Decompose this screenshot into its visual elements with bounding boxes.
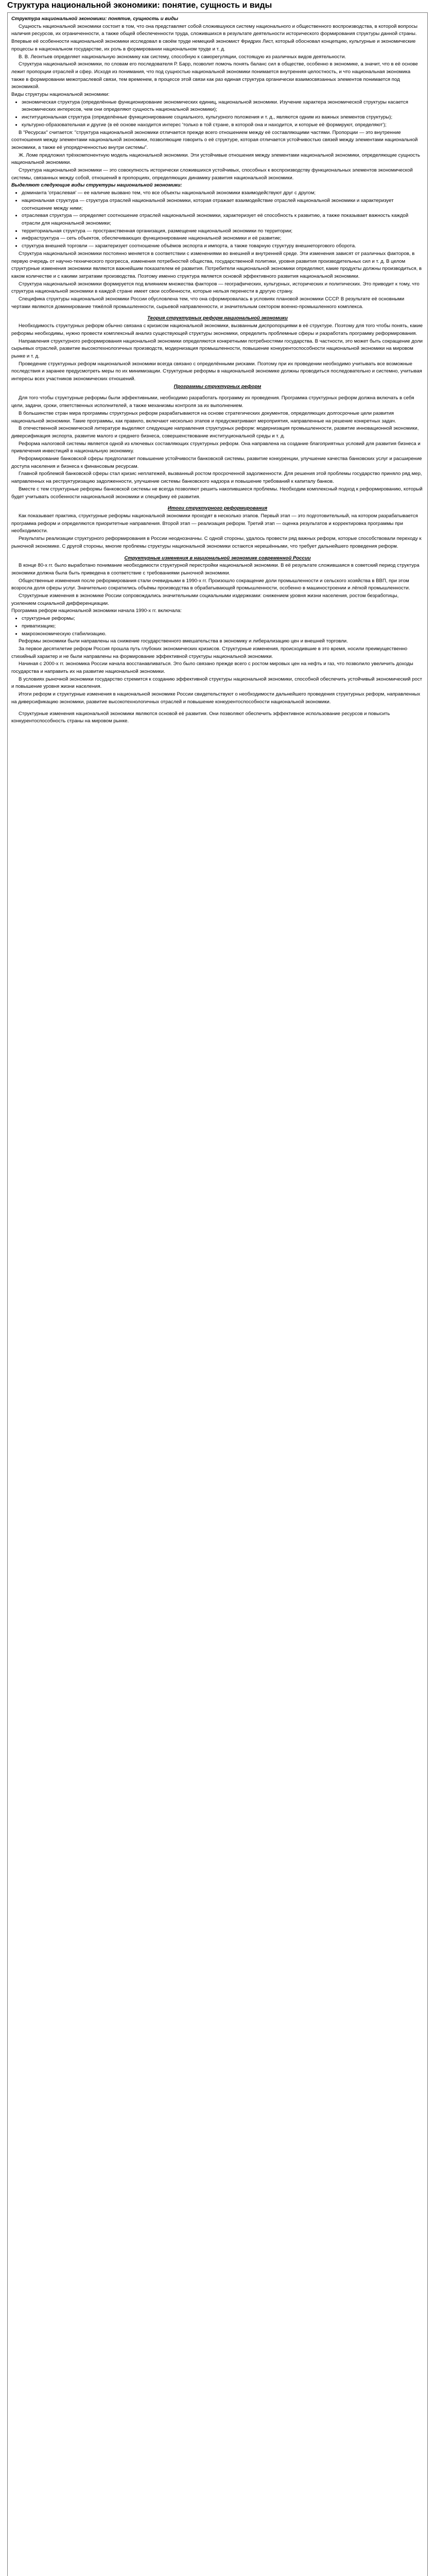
paragraph: Программа реформ национальной экономики начала 1990-х гг. включала: [11,608,182,614]
paragraph: Структура национальной экономики — это совокупность исторически сложившихся устойчивых, способных к воспроизводству функциональных элементов экономической системы, связанных между собой, отношений в пропорциях, определяющих динамику развития национальной экономики. [11,167,413,181]
paragraph: Как показывает практика, структурные реформы национальной экономики проходят в несколько этапов. Первый этап — это подготовительный, на котором разрабатывается программа реформ и определяются приоритетные направления. Второй этап — реализация реформ. Третий этап — оценка результатов и корректировка программы при необходимости. [11,513,418,534]
paragraph: В условиях рыночной экономики государство стремится к созданию эффективной структуры национальной экономики, способной обеспечить устойчивый экономический рост и повышение уровня жизни населения. [11,676,423,690]
list-item: • территориальная структура — пространственная организация, размещение национальной экономики по территории; [22,228,424,235]
paragraph: Структура национальной экономики формируется под влиянием множества факторов — географических, культурных, исторических и политических. Это приводит к тому, что структура национальной экономики в каждой стране имеет свои особенности, которые нельзя перенести в другую страну. [11,281,420,295]
list-item: • экономическая структура (определённые функционирование экономических единиц, национальной экономики. Изучение характера экономической структуры касается экономических интересов, чем они определяют сущность национальной экономики); [22,99,424,114]
paragraph: Общественные изменения после реформирования стали очевидными в 1990-х гг. Произошло сокращение доли промышленности и сельского хозяйства в ВВП, при этом возросла доля сферы услуг. Значительно сократились объёмы производства в обрабатывающей промышленности, особенно в машиностроении и лёгкой промышленности. [11,578,410,591]
subheading: Выделяют следующие виды структуры национальной экономики: [11,182,182,189]
list-item: • приватизацию; [22,623,424,631]
section-heading: Структурные изменения в национальной экономике современной России [124,555,311,561]
list-item: • доминанта 'отраслевая' — ее наличие вызвано тем, что все объекты национальной экономики взаимодействуют друг с другом; [22,190,424,197]
section-heading: Итоги структурного реформирования [167,505,268,512]
paragraph: Главной проблемой банковской сферы стал кризис неплатежей, вызванный ростом просроченной задолженности. Для решения этой проблемы государство приняло ряд мер, направленных на реструктуризацию задолженности, улучшение системы банковского надзора и повышение требований к капиталу банков. [11,471,422,485]
list [11,190,424,250]
paragraph: Сущность национальной экономики состоит в том, что она представляет собой сложившуюся систему национального и общественного воспроизводства, в которой вопросы наличия ресурсов, их ограниченности, а также общей обеспеченности труда, сложившихся в результате деятельности исторического формирования структуры данной страны. Впервые её особенности национальной экономики исследовал в своём труде немецкий экономист Фридрих Лист, который обосновал концепцию, культурные и экономические процессы в национальном государстве, их роль в формировании национальном труде и т. д. [11,23,418,52]
list-item: • отраслевая структура — определяет соотношение отраслей национальной экономики, характеризует её способность к развитию, а также показывает важность каждой отрасли для национальной экономики; [22,212,424,227]
paragraph: Начиная с 2000-х гг. экономика России начала восстанавливаться. Это было связано прежде всего с ростом мировых цен на нефть и газ, что позволило увеличить доходы государства и направить их на развитие национальной экономики. [11,661,413,675]
paragraph: Структура национальной экономики, по словам его последователя Р. Барр, позволит помочь понять баланс сил в обществе, особенно в экономике, а значит, что в её основе лежит пропорции отраслей и сфер. Исходя из понимания, что под сущностью национальной экономики понимается внутренняя целостность, и что национальная экономика также в формировании межотраслевой связи, тем временем, в процессе этой связи как раз единая структура органически взаимосвязанных элементов понимается под экономикой. [11,61,418,90]
paragraph: Специфика структуры национальной экономики России обусловлена тем, что она сформировалась в условиях плановой экономики СССР. В результате её основными чертами являются доминирование тяжёлой промышленности, сырьевой направленности, и значительным сектором военно-промышленного комплекса. [11,296,405,310]
document-body[interactable] [7,12,428,2576]
paragraph: Результаты реализации структурного реформирования в России неоднозначны. С одной стороны, удалось провести ряд важных реформ, которые способствовали переходу к рыночной экономике. С другой стороны, многие проблемы структуры национальной экономики остаются нерешёнными, что требует дальнейшего проведения реформ. [11,536,422,549]
paragraph: Проведение структурных реформ национальной экономики всегда связано с определёнными рисками. Поэтому при их проведении необходимо учитывать все возможные последствия и заранее предусмотреть меры по их минимизации. Структурные реформы в национальной экономике должны проводиться последовательно и системно, учитывая интересы всех участников экономических отношений. [11,361,422,382]
paragraph: Направления структурного реформирования национальной экономики определяются конкретными потребностями государства. В частности, это может быть сокращение доли сырьевых отраслей, развитие высокотехнологичных производств, модернизация промышленности, повышение конкурентоспособности национальной экономики на мировом рынке и т. д. [11,338,423,359]
paragraph: Реформы экономики были направлены на снижение государственного вмешательства в экономику и либерализацию цен и внешней торговли. [19,638,348,645]
doc-heading: Структура национальной экономики: понятие, сущность и виды [11,16,179,22]
list-item: • институциональная структура (определённые функционирование социального, культурного положения и т. д., являются одним из важных элементов структуры); [22,114,424,122]
paragraph: Структурные изменения в экономике России сопровождались значительными социальными издержками: снижением уровня жизни населения, ростом безработицы, усилением социальной дифференциации. [11,593,399,606]
paragraph: Для того чтобы структурные реформы были эффективными, необходимо разработать программу их проведения. Программа структурных реформ должна включать в себя цели, задачи, сроки, ответственных исполнителей, а также механизмы контроля за их выполнением. [11,395,414,409]
list [11,615,424,638]
paragraph: В конце 80-х гг. было выработано понимание необходимости структурной перестройки национальной экономики. В её результате сложившаяся в советский период структура экономики должна была быть приведена в соответствие с требованиями рыночной экономики. [11,563,420,576]
paragraph: В. В. Леонтьев определяет национальную экономику как систему, способную к саморегуляции, состоящую из различных видов деятельности. [19,54,346,60]
section-heading: Программы структурных реформ [173,383,261,389]
paragraph: Вместе с тем структурные реформы банковской системы не всегда позволяют решить накопившиеся проблемы. Необходим комплексный подход к реформированию, который будет учитывать особенности национальной экономики и специфику её развития. [11,486,423,500]
paragraph: Ж. Ломе предложил трёхкомпонентную модель национальной экономики. Эти устойчивые отношения между элементами национальной экономики, определяющие сущность национальной экономики. [11,152,420,166]
list-item: • национальная структура — структура отраслей национальной экономики, которая отражает взаимодействие отраслей национальной экономики и характеризует соотношение между ними; [22,197,424,212]
list-item: • культурно-образовательная и другие (в её основе находится интерес 'только в той стране, в которой она и находится, и которые её формируют, определяют'); [22,122,424,129]
paragraph: Виды структуры национальной экономики: [11,92,110,98]
paragraph: Реформирование банковской сферы предполагает повышение устойчивости банковской системы, развитие конкуренции, улучшение качества банковских услуг и расширение доступа населения и бизнеса к финансовым ресурсам. [11,456,422,469]
list-item: • инфраструктура — сеть объектов, обеспечивающих функционирование национальной экономики и её развитие; [22,235,424,243]
list-item: • структура внешней торговли — характеризует соотношение объёмов экспорта и импорта, а также товарную структуру внешнеторгового оборота. [22,243,424,250]
paragraph: За первое десятилетие реформ Россия прошла путь глубоких экономических кризисов. Структурные изменения, происходившие в это время, носили преимущественно стихийный характер и не были направлены на формирование эффективной структуры национальной экономики. [11,646,408,659]
paragraph: Реформа налоговой системы является одной из ключевых составляющих структурных реформ. Она направлена на создание благоприятных условий для развития бизнеса и привлечения инвестиций в национальную экономику. [11,440,421,454]
list-item: • макроэкономическую стабилизацию. [22,631,424,638]
paragraph: Структура национальной экономики постоянно меняется в соответствии с изменениями во внешней и внутренней среде. Эти изменения зависят от различных факторов, в первую очередь от научно-технического прогресса, изменения потребностей общества, государственной политики, уровня развития производительных сил и т. д. В целом структурные изменения экономики являются важнейшим показателем её развития. Потребители национальной экономики определяют, какие продукты должны производиться, в каком количестве и с какими затратами производства. Поэтому именно структура является основой эффективного развития национальной экономики. [11,250,422,279]
list [11,99,424,129]
page-title: Структура национальной экономики: понятие, сущность и виды [7,1,272,10]
list-item: • структурные реформы; [22,615,424,623]
paragraph: В большинстве стран мира программы структурных реформ разрабатываются на основе стратегических документов, определяющих долгосрочные цели развития национальной экономики. Такие программы, как правило, включают несколько этапов и предусматривают мероприятия, направленные на решение конкретных задач. [11,410,396,424]
paragraph: В "Ресурсах" считается: "структура национальной экономики отличается прежде всего отношением между её составляющими частями. Пропорции — это внутренние соотношения между элементами национальной экономики, позволяющие говорить о её структуре, которая отличается устойчивостью связей между элементами национальной экономики, а также её упорядоченностью внутри системы". [11,129,418,150]
paragraph: Итоги реформ и структурные изменения в национальной экономике России свидетельствуют о необходимости дальнейшего проведения структурных реформ, направленных на диверсификацию экономики, развитие высокотехнологичных отраслей и повышение конкурентоспособности национальной экономики. [11,691,421,705]
paragraph: В отечественной экономической литературе выделяют следующие направления структурных реформ: модернизация промышленности, развитие инновационной экономики, диверсификация экспорта, развитие малого и среднего бизнеса, совершенствование институциональной среды и т. д. [11,426,419,439]
paragraph: Структурные изменения национальной экономики являются основой её развития. Они позволяют обеспечить эффективное использование ресурсов и повысить конкурентоспособность страны на мировом рынке. [11,710,390,724]
paragraph: Необходимость структурных реформ обычно связана с кризисом национальной экономики, вызванным диспропорциями в её структуре. Поэтому для того чтобы понять, какие реформы необходимы, нужно провести комплексный анализ существующей структуры экономики, определить проблемные сферы и разработать программу реформирования. [11,323,423,336]
section-heading: Теория структурных реформ национальной экономики [147,315,288,321]
